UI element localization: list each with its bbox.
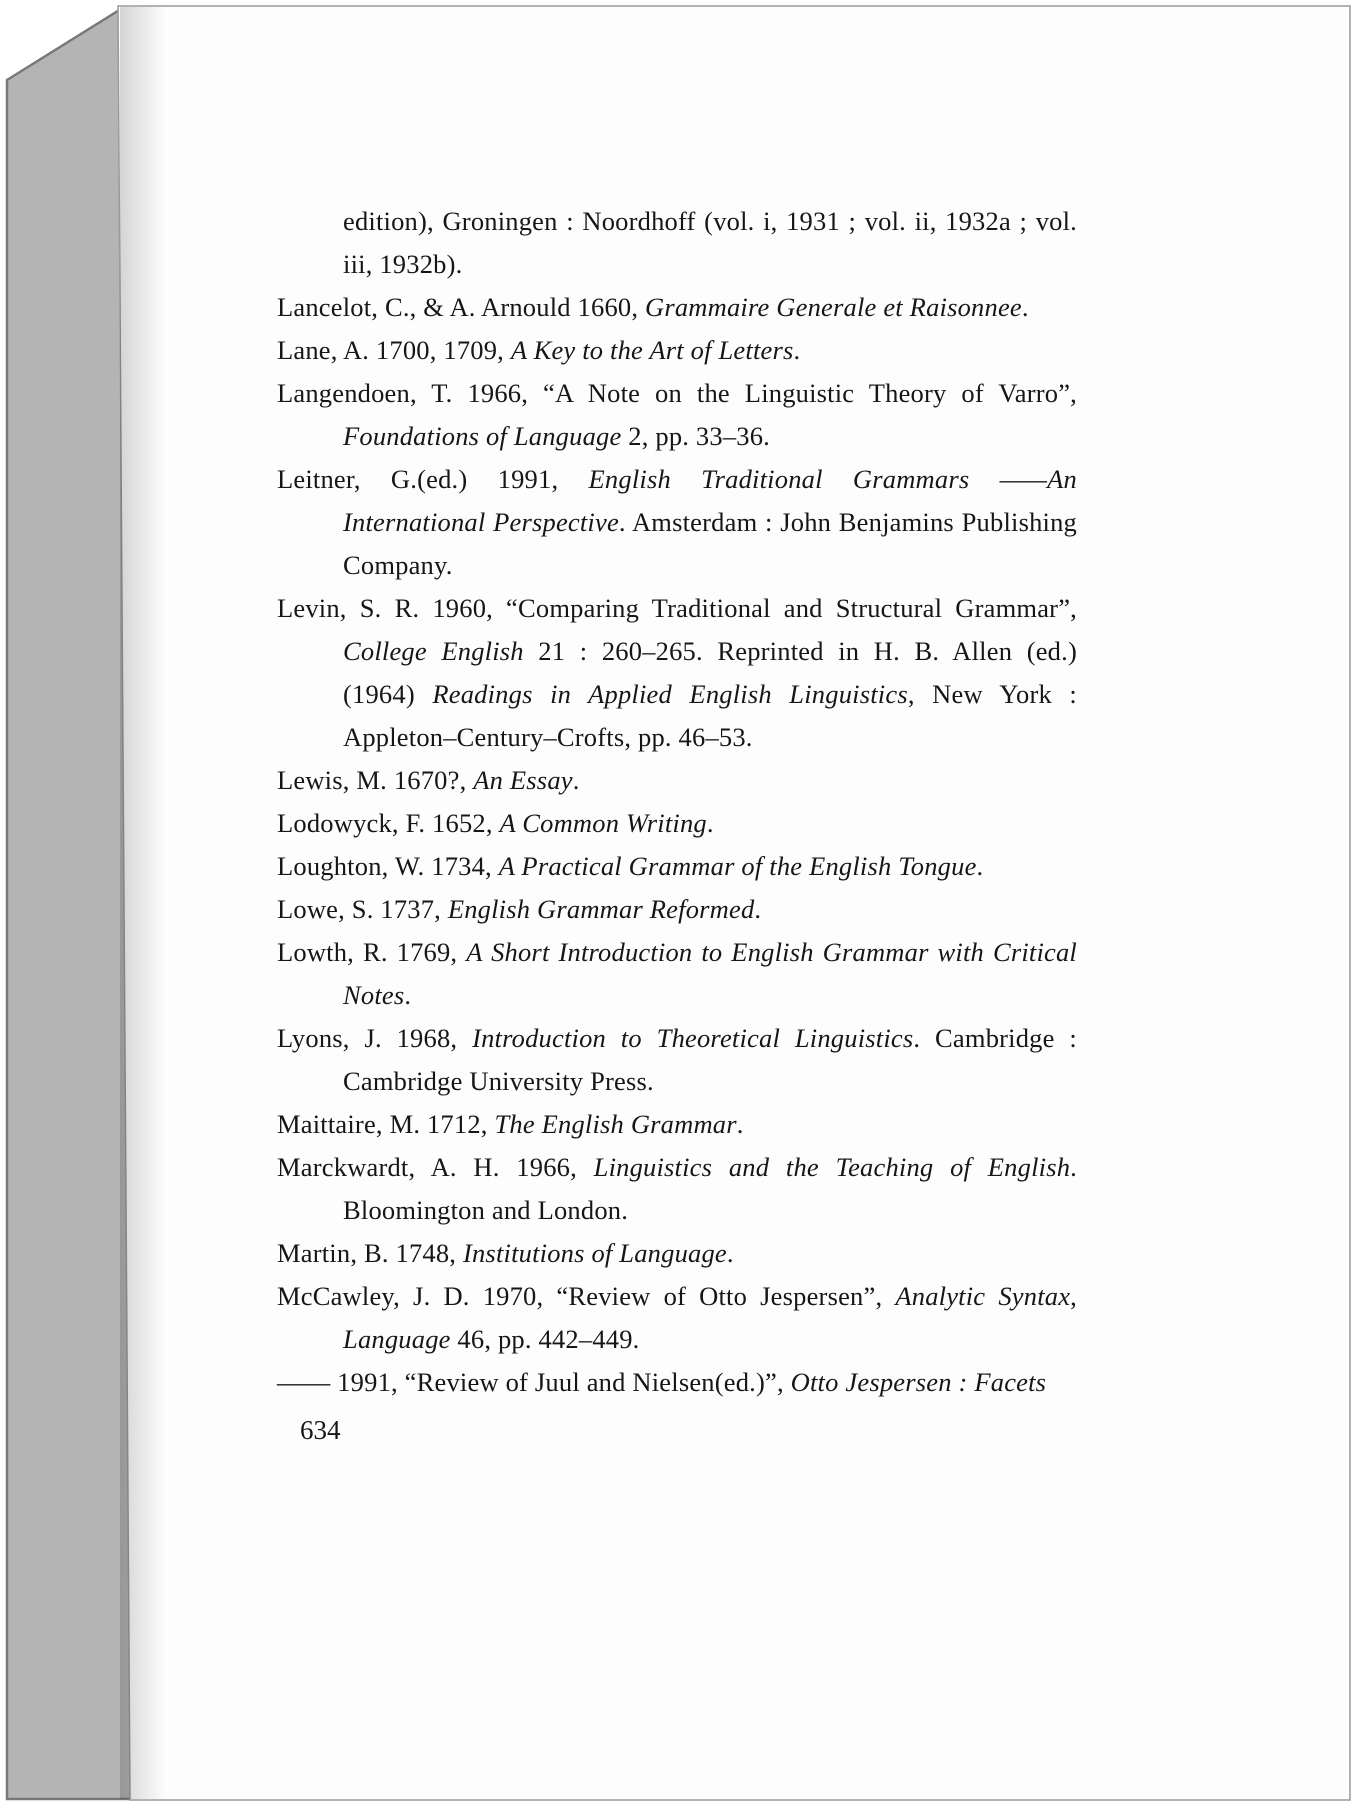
text-segment: . Cambridge : Cambridge University Press. bbox=[343, 1023, 1077, 1096]
reference-entry bbox=[277, 802, 1077, 845]
reference-entry bbox=[277, 329, 1077, 372]
reference-list bbox=[277, 200, 1077, 1404]
text-segment: , New York : Appleton–Century–Crofts, pp. 46–53. bbox=[343, 679, 1077, 752]
title-italic-segment: Readings in Applied English Linguistics bbox=[432, 679, 908, 709]
reference-entry bbox=[277, 372, 1077, 458]
text-segment: Lodowyck, F. 1652, bbox=[277, 808, 500, 838]
title-italic-segment: An Essay bbox=[473, 765, 573, 795]
reference-entry bbox=[277, 931, 1077, 1017]
title-italic-segment: Linguistics and the Teaching of English bbox=[593, 1152, 1071, 1182]
text-segment: . bbox=[726, 1238, 734, 1268]
reference-entry bbox=[277, 888, 1077, 931]
page-left-shadow bbox=[120, 7, 166, 1799]
text-segment: Leitner, G.(ed.) 1991, bbox=[277, 464, 589, 494]
title-italic-segment: Foundations of Language bbox=[343, 421, 622, 451]
title-italic-segment: Grammaire Generale et Raisonnee bbox=[645, 292, 1022, 322]
text-segment: Maittaire, M. 1712, bbox=[277, 1109, 495, 1139]
text-segment: , bbox=[1070, 1281, 1077, 1311]
title-italic-segment: Otto Jespersen : Facets bbox=[790, 1367, 1047, 1397]
title-italic-segment: A Short Introduction to English Grammar with Critical Notes bbox=[343, 937, 1077, 1010]
text-segment: Marckwardt, A. H. 1966, bbox=[277, 1152, 594, 1182]
title-italic-segment: Introduction to Theoretical Linguistics bbox=[472, 1023, 914, 1053]
text-segment: Loughton, W. 1734, bbox=[277, 851, 499, 881]
text-segment: . bbox=[404, 980, 412, 1010]
title-italic-segment: The English Grammar bbox=[494, 1109, 737, 1139]
title-italic-segment: Analytic Syntax bbox=[895, 1281, 1071, 1311]
reference-entry bbox=[277, 1103, 1077, 1146]
reference-entry bbox=[277, 1275, 1077, 1361]
text-segment: . Bloomington and London. bbox=[343, 1152, 1077, 1225]
reference-entry bbox=[277, 1232, 1077, 1275]
title-italic-segment: A Practical Grammar of the English Tongue bbox=[498, 851, 977, 881]
text-segment: . bbox=[793, 335, 801, 365]
text-segment: McCawley, J. D. 1970, “Review of Otto Jespersen”, bbox=[277, 1281, 896, 1311]
title-italic-segment: Language bbox=[343, 1324, 451, 1354]
reference-entry bbox=[277, 1146, 1077, 1232]
text-segment: 46, pp. 442–449. bbox=[450, 1324, 640, 1354]
text-segment: Langendoen, T. 1966, “A Note on the Linguistic Theory of Varro”, bbox=[277, 378, 1077, 408]
reference-entry bbox=[277, 759, 1077, 802]
title-italic-segment: English Traditional Grammars ——An International Perspective bbox=[343, 464, 1077, 537]
text-segment: 21 : 260–265. Reprinted in H. B. Allen (ed.) (1964) bbox=[343, 636, 1077, 709]
title-italic-segment: A Common Writing bbox=[499, 808, 707, 838]
text-segment: —— 1991, “Review of Juul and Nielsen(ed.)”, bbox=[277, 1367, 791, 1397]
text-segment: Levin, S. R. 1960, “Comparing Traditional and Structural Grammar”, bbox=[277, 593, 1077, 623]
text-segment: . bbox=[572, 765, 580, 795]
text-segment: . bbox=[706, 808, 714, 838]
text-segment: Lane, A. 1700, 1709, bbox=[277, 335, 511, 365]
text-segment: Lancelot, C., & A. Arnould 1660, bbox=[277, 292, 645, 322]
reference-entry bbox=[277, 845, 1077, 888]
text-segment: Lyons, J. 1968, bbox=[277, 1023, 473, 1053]
reference-entry bbox=[277, 1361, 1077, 1404]
text-segment: Martin, B. 1748, bbox=[277, 1238, 463, 1268]
reference-entry bbox=[277, 1017, 1077, 1103]
text-segment: Lowth, R. 1769, bbox=[277, 937, 467, 967]
page-number: 634 bbox=[300, 1415, 341, 1445]
reference-entry bbox=[277, 587, 1077, 759]
text-segment: . bbox=[976, 851, 984, 881]
text-segment: . bbox=[754, 894, 762, 924]
text-segment: . bbox=[1021, 292, 1029, 322]
title-italic-segment: Institutions of Language bbox=[462, 1238, 727, 1268]
text-segment: Lowe, S. 1737, bbox=[277, 894, 448, 924]
title-italic-segment: A Key to the Art of Letters bbox=[510, 335, 794, 365]
text-segment: . bbox=[736, 1109, 744, 1139]
text-segment: Lewis, M. 1670?, bbox=[277, 765, 474, 795]
reference-entry bbox=[277, 458, 1077, 587]
text-segment: . Amsterdam : John Benjamins Publishing Company. bbox=[343, 507, 1078, 580]
title-italic-segment: College English bbox=[343, 636, 524, 666]
title-italic-segment: English Grammar Reformed bbox=[447, 894, 755, 924]
text-segment: 2, pp. 33–36. bbox=[621, 421, 771, 451]
reference-entry bbox=[277, 286, 1077, 329]
reference-entry bbox=[277, 200, 1077, 286]
text-segment: edition), Groningen : Noordhoff (vol. i, 1931 ; vol. ii, 1932a ; vol. iii, 1932b). bbox=[343, 206, 1077, 279]
